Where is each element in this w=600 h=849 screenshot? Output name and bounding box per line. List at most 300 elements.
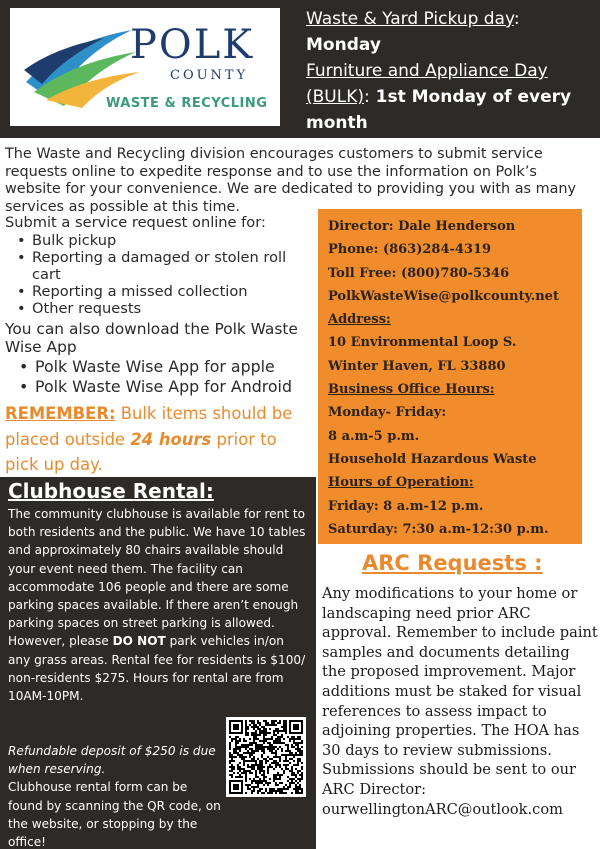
qr-module — [287, 736, 289, 738]
list-item: • Polk Waste Wise App for apple — [5, 357, 315, 377]
qr-module — [287, 764, 289, 766]
qr-module — [265, 788, 267, 790]
qr-module — [285, 722, 287, 724]
qr-module — [251, 734, 253, 736]
qr-module — [253, 750, 255, 752]
qr-module — [295, 748, 297, 750]
qr-module — [239, 738, 241, 740]
qr-module — [275, 728, 277, 730]
qr-module — [259, 764, 261, 766]
qr-module — [261, 730, 263, 732]
qr-module — [287, 788, 289, 790]
qr-module — [297, 754, 299, 756]
qr-module — [281, 782, 283, 784]
qr-module — [297, 748, 299, 750]
qr-module — [245, 778, 247, 780]
qr-module — [267, 760, 269, 762]
qr-module — [251, 750, 253, 752]
qr-module — [237, 772, 239, 774]
qr-module — [245, 746, 247, 748]
qr-module — [249, 770, 251, 772]
qr-module — [283, 726, 285, 728]
qr-module — [239, 754, 241, 756]
qr-module — [285, 728, 287, 730]
remember-note — [5, 401, 315, 478]
qr-module — [247, 746, 249, 748]
qr-module — [267, 768, 269, 770]
qr-module — [253, 766, 255, 768]
qr-module — [261, 762, 263, 764]
qr-module — [277, 732, 279, 734]
qr-module — [277, 764, 279, 766]
qr-module — [273, 790, 275, 792]
qr-module — [247, 760, 249, 762]
qr-module — [245, 732, 247, 734]
qr-module — [293, 760, 295, 762]
qr-module — [279, 720, 281, 722]
qr-module — [257, 790, 259, 792]
qr-module — [279, 756, 281, 758]
qr-module — [285, 756, 287, 758]
qr-module — [251, 786, 253, 788]
qr-module — [251, 760, 253, 762]
qr-module — [263, 748, 265, 750]
qr-module — [259, 778, 261, 780]
qr-module — [239, 768, 241, 770]
qr-module — [267, 766, 269, 768]
list-item: • Reporting a damaged or stolen roll cart — [5, 249, 315, 283]
qr-module — [263, 728, 265, 730]
qr-module — [283, 788, 285, 790]
qr-module — [297, 786, 299, 788]
qr-module — [261, 780, 263, 782]
contact-info-box — [318, 209, 582, 544]
qr-module — [275, 774, 277, 776]
qr-module — [273, 746, 275, 748]
qr-module — [285, 720, 287, 722]
qr-module — [281, 790, 283, 792]
qr-module — [277, 738, 279, 740]
qr-module — [257, 786, 259, 788]
qr-module — [293, 772, 295, 774]
qr-module — [257, 734, 259, 736]
clubhouse-title: Clubhouse Rental: — [8, 479, 214, 503]
qr-module — [277, 790, 279, 792]
qr-module — [299, 792, 301, 794]
qr-module — [273, 774, 275, 776]
qr-module — [263, 736, 265, 738]
qr-module — [253, 778, 255, 780]
qr-module — [263, 784, 265, 786]
qr-module — [301, 788, 303, 790]
qr-module — [263, 766, 265, 768]
qr-module — [255, 726, 257, 728]
qr-module — [279, 736, 281, 738]
qr-module — [243, 756, 245, 758]
qr-module — [283, 742, 285, 744]
qr-module — [253, 786, 255, 788]
qr-module — [249, 772, 251, 774]
qr-module — [299, 788, 301, 790]
qr-module — [259, 780, 261, 782]
qr-module — [269, 782, 271, 784]
qr-module — [247, 734, 249, 736]
qr-module — [279, 746, 281, 748]
qr-module — [297, 790, 299, 792]
qr-module — [253, 790, 255, 792]
qr-module — [265, 760, 267, 762]
qr-module — [265, 780, 267, 782]
qr-module — [289, 754, 291, 756]
service-requests — [5, 214, 315, 397]
qr-module — [249, 778, 251, 780]
qr-module — [269, 764, 271, 766]
qr-module — [237, 746, 239, 748]
qr-module — [291, 774, 293, 776]
qr-module — [251, 748, 253, 750]
bulk-colon: : — [364, 87, 370, 107]
qr-module — [235, 746, 237, 748]
qr-module — [261, 748, 263, 750]
office-days: Monday- Friday: — [328, 405, 447, 421]
qr-module — [279, 722, 281, 724]
qr-module — [267, 724, 269, 726]
qr-module — [273, 776, 275, 778]
qr-module — [239, 774, 241, 776]
qr-module — [293, 754, 295, 756]
qr-module — [263, 720, 265, 722]
qr-module — [263, 740, 265, 742]
qr-module — [265, 776, 267, 778]
qr-module — [295, 776, 297, 778]
qr-module — [261, 760, 263, 762]
qr-module — [273, 756, 275, 758]
qr-module — [287, 744, 289, 746]
polk-county-logo — [10, 8, 280, 126]
qr-module — [297, 738, 299, 740]
qr-module — [281, 734, 283, 736]
qr-module — [251, 758, 253, 760]
qr-module — [259, 740, 261, 742]
qr-module — [269, 724, 271, 726]
qr-module — [261, 770, 263, 772]
qr-module — [271, 792, 273, 794]
remember-emphasis: 24 hours — [130, 429, 212, 449]
qr-module — [243, 758, 245, 760]
qr-module — [255, 764, 257, 766]
qr-module — [293, 764, 295, 766]
qr-module — [295, 752, 297, 754]
qr-module — [301, 792, 303, 794]
qr-module — [261, 754, 263, 756]
qr-module — [293, 778, 295, 780]
qr-module — [283, 722, 285, 724]
qr-module — [275, 790, 277, 792]
qr-module — [267, 746, 269, 748]
qr-module — [291, 736, 293, 738]
qr-module — [249, 766, 251, 768]
qr-module — [255, 782, 257, 784]
qr-module — [265, 722, 267, 724]
qr-module — [301, 766, 303, 768]
qr-module — [299, 752, 301, 754]
qr-module — [265, 790, 267, 792]
qr-module — [253, 732, 255, 734]
qr-module — [281, 792, 283, 794]
qr-module — [253, 720, 255, 722]
qr-module — [281, 736, 283, 738]
qr-module — [289, 770, 291, 772]
qr-module — [251, 768, 253, 770]
qr-module — [245, 720, 247, 722]
qr-module — [271, 752, 273, 754]
qr-module — [265, 740, 267, 742]
qr-module — [291, 778, 293, 780]
qr-module — [301, 772, 303, 774]
qr-module — [251, 790, 253, 792]
qr-module — [243, 740, 245, 742]
qr-module — [291, 758, 293, 760]
qr-module — [257, 722, 259, 724]
qr-module — [295, 790, 297, 792]
qr-module — [245, 726, 247, 728]
qr-module — [283, 754, 285, 756]
qr-module — [255, 748, 257, 750]
qr-module — [281, 788, 283, 790]
qr-module — [241, 758, 243, 760]
qr-module — [257, 764, 259, 766]
qr-module — [301, 768, 303, 770]
qr-module — [229, 746, 231, 748]
qr-module — [255, 730, 257, 732]
qr-module — [261, 774, 263, 776]
qr-module — [253, 764, 255, 766]
qr-module — [253, 728, 255, 730]
qr-module — [247, 786, 249, 788]
qr-module — [269, 732, 271, 734]
qr-module — [293, 736, 295, 738]
qr-module — [287, 768, 289, 770]
qr-module — [283, 728, 285, 730]
qr-module — [253, 722, 255, 724]
qr-module — [291, 754, 293, 756]
yard-pickup-day: Monday — [306, 35, 381, 55]
qr-module — [275, 764, 277, 766]
qr-module — [261, 756, 263, 758]
qr-module — [237, 740, 239, 742]
qr-module — [265, 732, 267, 734]
qr-module — [291, 738, 293, 740]
qr-module — [265, 720, 267, 722]
qr-module — [295, 792, 297, 794]
qr-module — [263, 734, 265, 736]
yard-pickup-label: Waste & Yard Pickup day — [306, 9, 514, 29]
qr-module — [275, 792, 277, 794]
qr-module — [259, 760, 261, 762]
qr-module — [245, 734, 247, 736]
qr-module — [263, 742, 265, 744]
remember-label: REMEMBER: — [5, 404, 116, 423]
qr-module — [265, 728, 267, 730]
qr-module — [279, 776, 281, 778]
qr-module — [257, 728, 259, 730]
pickup-schedule — [306, 6, 596, 136]
qr-module — [255, 786, 257, 788]
qr-module — [293, 740, 295, 742]
qr-module — [289, 752, 291, 754]
qr-module — [271, 788, 273, 790]
qr-module — [231, 756, 233, 758]
qr-module — [301, 740, 303, 742]
qr-module — [245, 772, 247, 774]
qr-module — [291, 782, 293, 784]
qr-module — [283, 724, 285, 726]
qr-module — [259, 788, 261, 790]
qr-module — [297, 782, 299, 784]
qr-module — [255, 770, 257, 772]
qr-finder — [293, 724, 299, 730]
qr-module — [247, 732, 249, 734]
qr-module — [249, 742, 251, 744]
qr-module — [229, 762, 231, 764]
hhw-saturday: Saturday: 7:30 a.m-12:30 p.m. — [328, 521, 549, 537]
qr-module — [263, 770, 265, 772]
qr-module — [263, 792, 265, 794]
qr-module — [271, 738, 273, 740]
qr-module — [253, 756, 255, 758]
qr-module — [279, 790, 281, 792]
qr-module — [277, 784, 279, 786]
qr-module — [291, 746, 293, 748]
qr-module — [289, 740, 291, 742]
qr-module — [253, 724, 255, 726]
qr-module — [255, 774, 257, 776]
qr-module — [275, 746, 277, 748]
qr-module — [277, 730, 279, 732]
qr-module — [257, 738, 259, 740]
qr-module — [299, 780, 301, 782]
qr-module — [267, 742, 269, 744]
qr-module — [273, 788, 275, 790]
qr-module — [261, 764, 263, 766]
qr-module — [255, 724, 257, 726]
qr-module — [293, 756, 295, 758]
qr-module — [301, 754, 303, 756]
qr-module — [257, 784, 259, 786]
qr-module — [273, 778, 275, 780]
qr-module — [279, 778, 281, 780]
qr-module — [267, 784, 269, 786]
qr-module — [273, 748, 275, 750]
qr-module — [253, 752, 255, 754]
qr-module — [277, 774, 279, 776]
qr-module — [253, 726, 255, 728]
qr-module — [279, 760, 281, 762]
qr-module — [251, 792, 253, 794]
qr-module — [279, 792, 281, 794]
qr-module — [245, 774, 247, 776]
qr-module — [267, 782, 269, 784]
qr-module — [241, 754, 243, 756]
qr-module — [299, 736, 301, 738]
qr-module — [275, 740, 277, 742]
qr-module — [229, 754, 231, 756]
qr-module — [277, 748, 279, 750]
qr-module — [255, 772, 257, 774]
qr-module — [237, 752, 239, 754]
qr-module — [253, 742, 255, 744]
qr-module — [251, 744, 253, 746]
qr-module — [273, 730, 275, 732]
qr-module — [297, 772, 299, 774]
qr-module — [259, 770, 261, 772]
qr-module — [241, 746, 243, 748]
qr-module — [271, 744, 273, 746]
qr-module — [299, 760, 301, 762]
qr-module — [289, 784, 291, 786]
qr-module — [299, 774, 301, 776]
qr-module — [251, 742, 253, 744]
qr-module — [251, 782, 253, 784]
qr-module — [269, 744, 271, 746]
qr-module — [295, 786, 297, 788]
qr-module — [257, 726, 259, 728]
qr-module — [229, 770, 231, 772]
qr-module — [263, 780, 265, 782]
qr-module — [277, 762, 279, 764]
qr-module — [297, 770, 299, 772]
qr-module — [295, 774, 297, 776]
qr-module — [259, 734, 261, 736]
remember-text-after: prior to pick up day. — [5, 429, 277, 474]
qr-module — [251, 720, 253, 722]
qr-module — [233, 756, 235, 758]
qr-module — [271, 746, 273, 748]
qr-module — [257, 744, 259, 746]
qr-module — [245, 776, 247, 778]
email: PolkWasteWise@polkcounty.net — [328, 288, 559, 304]
qr-module — [301, 752, 303, 754]
qr-module — [301, 742, 303, 744]
qr-module — [235, 742, 237, 744]
qr-module — [285, 758, 287, 760]
qr-module — [287, 750, 289, 752]
qr-module — [275, 766, 277, 768]
qr-module — [257, 776, 259, 778]
qr-module — [267, 748, 269, 750]
qr-module — [277, 740, 279, 742]
qr-module — [235, 748, 237, 750]
qr-module — [237, 776, 239, 778]
qr-module — [285, 792, 287, 794]
qr-module — [277, 778, 279, 780]
qr-module — [259, 728, 261, 730]
qr-module — [273, 720, 275, 722]
qr-module — [275, 742, 277, 744]
qr-module — [297, 760, 299, 762]
qr-module — [245, 784, 247, 786]
bulk-day: 1st Monday of every month — [306, 87, 572, 133]
qr-module — [291, 768, 293, 770]
qr-code-icon[interactable] — [226, 717, 306, 797]
qr-module — [267, 738, 269, 740]
qr-module — [289, 782, 291, 784]
list-item: • Polk Waste Wise App for Android — [5, 377, 315, 397]
qr-module — [231, 740, 233, 742]
qr-module — [299, 754, 301, 756]
qr-module — [251, 764, 253, 766]
qr-module — [243, 744, 245, 746]
